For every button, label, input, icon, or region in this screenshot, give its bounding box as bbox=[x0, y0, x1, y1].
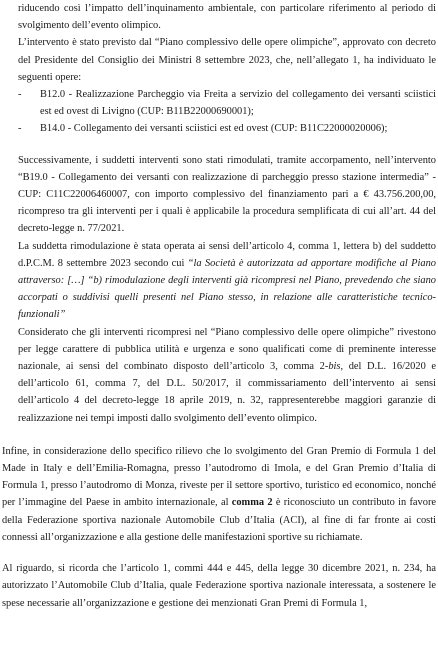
bullet-dash: - bbox=[18, 123, 22, 135]
formula-1-text-a: Infine, in considerazione dello specifico rilievo che lo svolgimento del Gran Premio di Formula 1 del Made in Italy e dell’Emilia-Romagna, presso l’autodromo di Imola, e del Gran Premio d’Italia di Formula 1, presso l’autodromo di Monza, riveste per il settore sportivo, turistico ed economico, nonché per l’immagine del Paese in ambito internazionale, al bbox=[2, 445, 436, 509]
dpcm-intro-text: La suddetta rimodulazione è stata operata ai sensi dell’articolo 4, comma 1, lettera b) del suddetto d.P.C.M. 8 settembre 2023 secondo cui bbox=[18, 240, 436, 269]
list-item bbox=[18, 120, 436, 137]
commissariamento-text-b: , del D.L. 16/2020 e dell’articolo 61, comma 7, del D.L. 50/2017, il commissariamento dell’intervento ai sensi dell’articolo 4 del decreto-legge 18 aprile 2019, n. 32, rappresenterebbe maggiori garanzie di realizzazione nei tempi imposti dallo svolgimento dell’evento olimpico. bbox=[18, 361, 436, 424]
bullet-dash: - bbox=[18, 89, 22, 101]
paragraph-olympic-impact: riducendo così l’impatto dell’inquinamento ambientale, con particolare riferimento al periodo di svolgimento dell’evento olimpico. bbox=[18, 3, 436, 32]
list-item bbox=[18, 86, 436, 120]
bis-italic: bis bbox=[328, 361, 341, 373]
commissariamento-text-a: Considerato che gli interventi ricompresi nel “Piano complessivo delle opere olimpiche” rivestono per legge carattere di pubblica utilità e urgenza e sono qualificati come di preminente interesse nazionale, ai sensi del combinato disposto dell’articolo 3, comma 2- bbox=[18, 326, 436, 373]
dpcm-quote: “la Società è autorizzata ad apportare modifiche al Piano attraverso: […] “b) rimodulazione degli interventi già ricompresi nel Piano, prevedendo che siano accorpati o suddivisi quelli presenti nel Piano stesso, in relazione alle caratteristiche tecnico-funzionali” bbox=[18, 257, 436, 321]
paragraph-rimodulazione: Successivamente, i suddetti interventi sono stati rimodulati, tramite accorpamento, nell’intervento “B19.0 - Collegamento dei versanti con realizzazione di parcheggio presso stazione intermedia” - CUP: C11C22006460007, con importo complessivo del finanziamento pari a € 43.756.200,00, ricompreso tra gli interventi per i quali è applicabile la procedura semplificata di cui all’art. 44 del decreto-legge n. 77/2021. bbox=[18, 154, 436, 235]
paragraph-piano-complessivo: L’intervento è stato previsto dal “Piano complessivo delle opere olimpiche”, approvato con decreto del Presidente del Consiglio dei Ministri 8 settembre 2023, che, nell’allegato 1, ha individuato le seguenti opere: bbox=[18, 37, 436, 83]
main-section bbox=[0, 443, 438, 612]
paragraph-commissariamento bbox=[18, 324, 436, 427]
paragraph-legge-234: Al riguardo, si ricorda che l’articolo 1, commi 444 e 445, della legge 30 dicembre 2021, n. 234, ha autorizzato l’Automobile Club d’Italia, quale Federazione sportiva nazionale interessata, a sostenere le spese necessarie all’organizzazione e gestione dei menzionati Gran Premi di Formula 1, bbox=[2, 563, 436, 609]
paragraph-formula-1 bbox=[2, 443, 436, 546]
list-item-b14: B14.0 - Collegamento dei versanti sciistici est ed ovest (CUP: B11C22000020006); bbox=[40, 123, 388, 135]
list-item-b12: B12.0 - Realizzazione Parcheggio via Freita a servizio del collegamento dei versanti sciistici est ed ovest di Livigno (CUP: B11B22000690001); bbox=[40, 89, 436, 118]
comma-2-bold: comma 2 bbox=[231, 497, 273, 509]
formula-1-text-b: è riconosciuto un contributo in favore della Federazione sportiva nazionale Automobile Club d’Italia (ACI), al fine di far fronte ai costi connessi all’organizzazione e alla gestione delle manifestazioni sportive su richiamate. bbox=[2, 497, 437, 543]
paragraph-dpcm bbox=[18, 238, 436, 324]
